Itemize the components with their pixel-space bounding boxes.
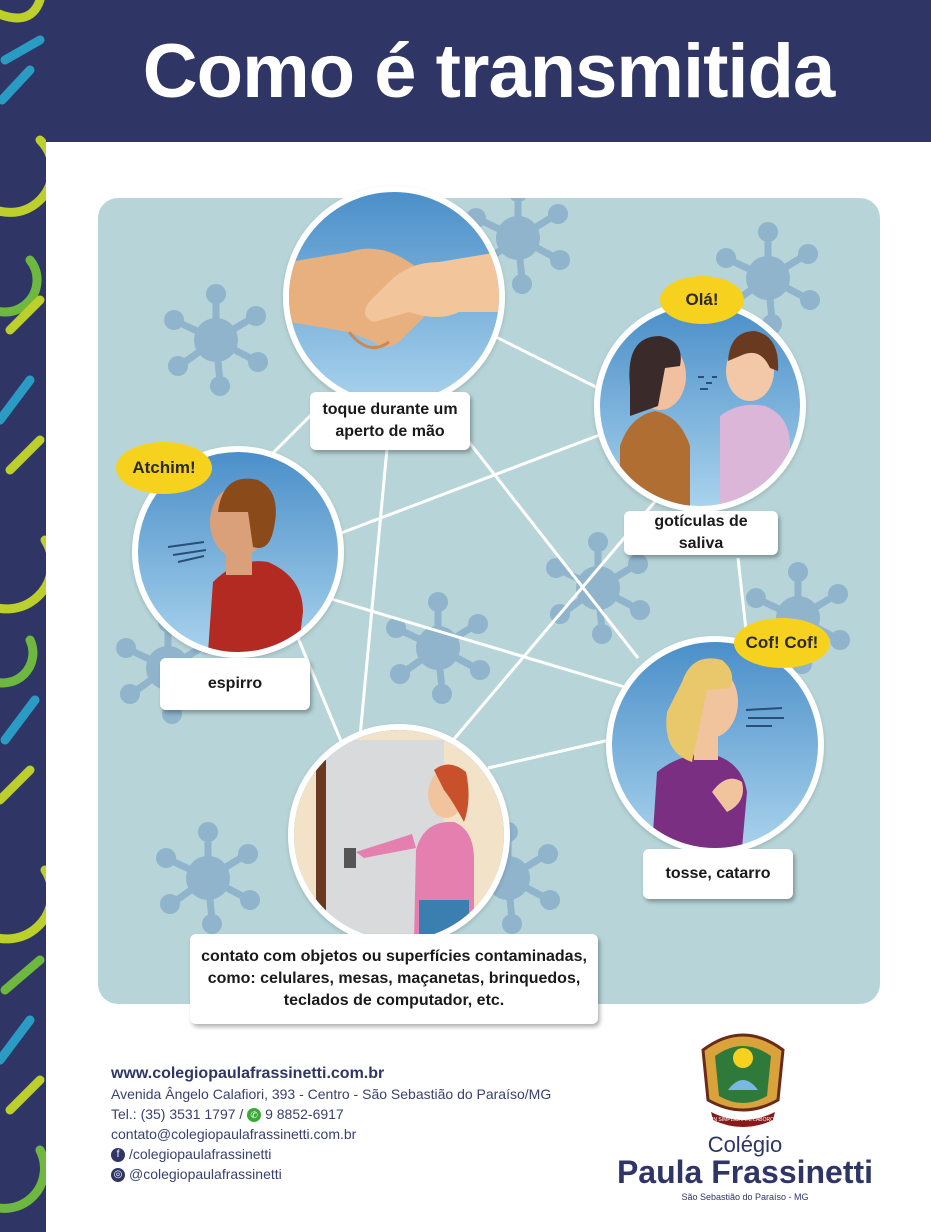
mode-label-saliva xyxy=(624,511,778,555)
door-handle-icon xyxy=(294,730,504,940)
mode-label-handshake xyxy=(310,392,470,450)
logo-line-1: Colégio xyxy=(707,1132,783,1157)
mode-label-line: aperto de mão xyxy=(335,423,445,440)
email-link[interactable]: contato@colegiopaulafrassinetti.com.br xyxy=(111,1126,357,1142)
virus-icon xyxy=(386,592,490,704)
bubble-text: Cof! Cof! xyxy=(745,633,819,652)
bubble-text: Atchim! xyxy=(132,458,196,477)
bubble-text: Olá! xyxy=(685,290,719,309)
mode-label-line: contato com objetos ou superfícies contaminadas, xyxy=(201,948,587,965)
logo-line-2: Paula Frassinetti xyxy=(616,1154,874,1190)
virus-icon xyxy=(164,284,268,396)
coughing-person-illustration xyxy=(606,636,824,854)
crest-icon xyxy=(693,1020,793,1130)
whatsapp-text: 9 8852-6917 xyxy=(265,1106,344,1122)
contact-info xyxy=(111,1064,551,1184)
school-logo xyxy=(595,1020,895,1210)
mode-label-line: espirro xyxy=(207,675,263,692)
handshake-icon xyxy=(289,192,499,402)
speech-bubble-atchim xyxy=(116,442,212,494)
talking-people-illustration xyxy=(594,300,806,512)
speech-bubble-cof xyxy=(734,618,830,668)
instagram-icon: ◎ xyxy=(111,1168,125,1182)
mode-label-line: toque durante um xyxy=(322,401,458,418)
website-link[interactable]: www.colegiopaulafrassinetti.com.br xyxy=(111,1065,385,1082)
instagram-handle: @colegiopaulafrassinetti xyxy=(129,1166,282,1182)
mode-label-line: teclados de computador, etc. xyxy=(283,992,505,1009)
mode-label-sneeze xyxy=(160,658,310,710)
virus-icon xyxy=(156,822,260,934)
page-title: Como é transmitida xyxy=(142,28,835,114)
facebook-row[interactable] xyxy=(111,1144,551,1164)
phone-text: Tel.: (35) 3531 1797 / xyxy=(111,1106,244,1122)
facebook-handle: /colegiopaulafrassinetti xyxy=(129,1146,272,1162)
mode-label-line: como: celulares, mesas, maçanetas, brinquedos, xyxy=(207,970,581,987)
speech-bubble-ola xyxy=(660,276,744,324)
handshake-illustration xyxy=(283,186,505,408)
mode-label-objects xyxy=(190,934,598,1024)
title-banner xyxy=(46,0,931,142)
mode-label-line: gotículas de saliva xyxy=(654,513,748,552)
talking-people-icon xyxy=(600,306,800,506)
facebook-icon: f xyxy=(111,1148,125,1162)
whatsapp-icon: ✆ xyxy=(247,1108,261,1122)
crest-motto: IN SIMPLICITATE LABORO xyxy=(711,1117,775,1123)
side-pattern xyxy=(0,0,46,1232)
phone-row xyxy=(111,1104,551,1124)
mode-label-line: tosse, catarro xyxy=(665,865,771,882)
logo-city: São Sebastião do Paraíso - MG xyxy=(681,1192,809,1202)
mode-label-cough xyxy=(643,849,793,899)
door-handle-illustration xyxy=(288,724,510,946)
instagram-row[interactable] xyxy=(111,1164,551,1184)
address-text: Avenida Ângelo Calafiori, 393 - Centro - São Sebastião do Paraíso/MG xyxy=(111,1086,552,1102)
coughing-person-icon xyxy=(612,642,818,848)
decorative-side-strip xyxy=(0,0,46,1232)
